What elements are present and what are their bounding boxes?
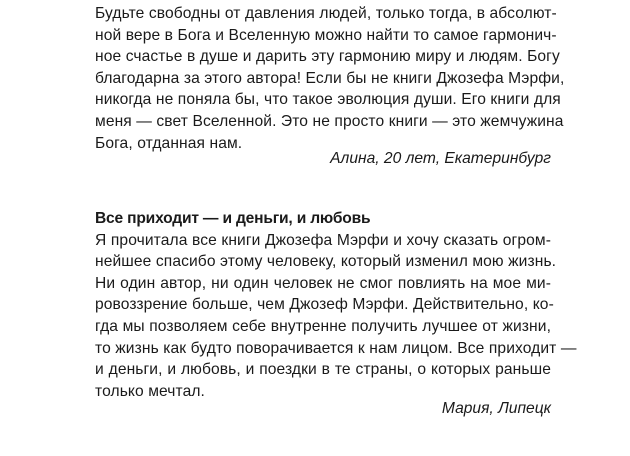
testimonial-1-signature: Алина, 20 лет, Екатеринбург — [330, 150, 551, 167]
paragraph-line: меня — свет Вселенной. Это не просто книги — это жемчужина — [95, 112, 564, 130]
paragraph-line: Будьте свободны от давления людей, только тогда, в абсолют- — [95, 5, 557, 22]
paragraph-line: и деньги, и любовь, и поездки в те страны, о которых раньше — [95, 361, 551, 379]
testimonial-2-heading: Все приходит — и деньги, и любовь — [95, 210, 371, 227]
paragraph-line: нейшее спасибо этому человеку, который изменил мою жизнь. — [95, 253, 557, 271]
paragraph-line: никогда не поняла бы, что такое эволюция души. Его книги для — [95, 91, 561, 109]
testimonial-1-body — [95, 3, 565, 154]
paragraph-line: то жизнь как будто поворачивается к нам лицом. Все приходит — — [95, 339, 577, 357]
paragraph-line: Ни один автор, ни один человек не смог повлиять на мое ми- — [95, 274, 551, 292]
paragraph-line: ное счастье в душе и дарить эту гармонию миру и людям. Богу — [95, 48, 560, 66]
paragraph-line: ной вере в Бога и Вселенную можно найти то самое гармонич- — [95, 26, 557, 44]
paragraph-line: Я прочитала все книги Джозефа Мэрфи и хочу сказать огром- — [95, 231, 551, 249]
paragraph-line: ровоззрение больше, чем Джозеф Мэрфи. Действительно, ко- — [95, 296, 554, 314]
testimonial-2-signature: Мария, Липецк — [441, 400, 551, 417]
paragraph-line: Бога, отданная нам. — [95, 134, 243, 152]
paragraph-line: благодарна за этого автора! Если бы не книги Джозефа Мэрфи, — [95, 69, 565, 87]
testimonial-2 — [95, 208, 577, 402]
paragraph-line: только мечтал. — [95, 382, 205, 400]
paragraph-line: гда мы позволяем себе внутренне получить лучшее от жизни, — [95, 317, 551, 335]
